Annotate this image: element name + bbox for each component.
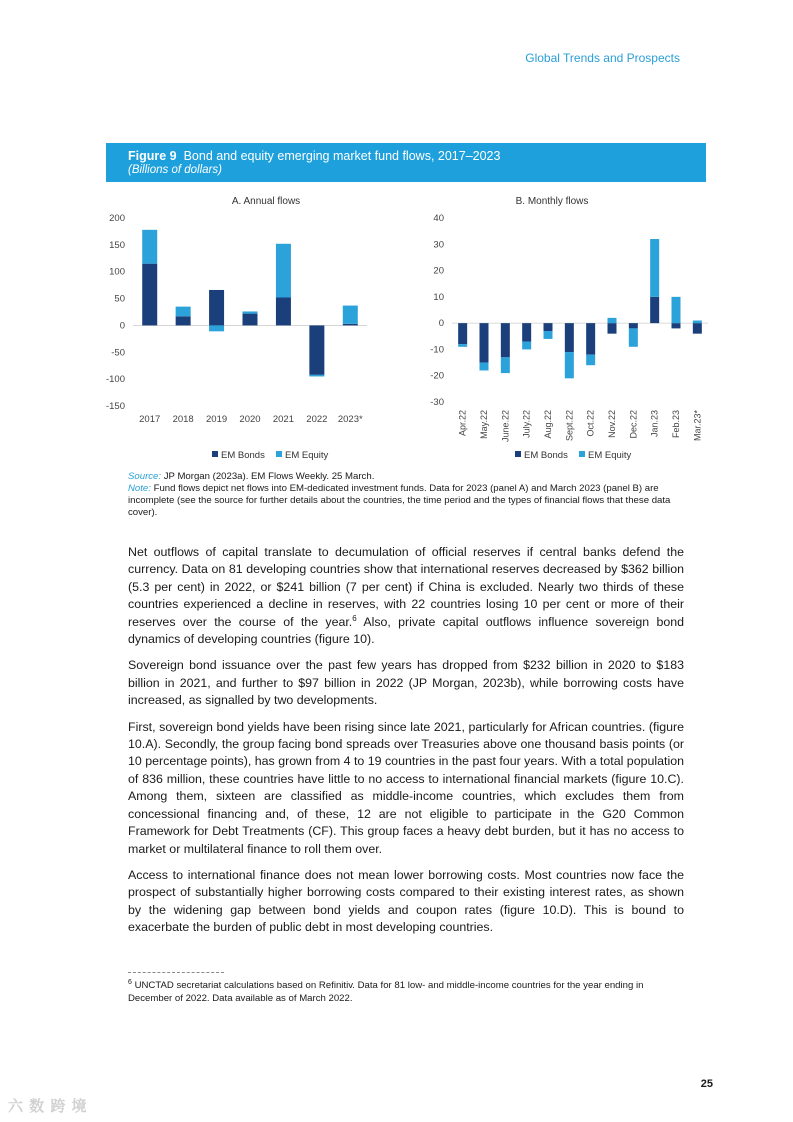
- panel-b-legend-swatch-bonds: [515, 451, 521, 457]
- figure-title-banner: [106, 143, 706, 182]
- paragraph-1-cont: Also, private capital outflows influence sovereign bond dynamics of developing countries (figure 10).: [128, 614, 685, 647]
- panel-b-legend-label: EM Bonds: [524, 450, 568, 461]
- panel-a-xtick-label: 2020: [239, 414, 261, 425]
- panel-b-bar-equity: [480, 363, 489, 371]
- panel-a-legend-swatch-bonds: [212, 451, 218, 457]
- fund-flows-chart: [100, 188, 703, 468]
- panel-b-xtick-label: Dec.22: [628, 410, 639, 439]
- panel-a-bar-bonds: [142, 264, 157, 326]
- panel-a-xtick-label: 2017: [139, 414, 161, 425]
- panel-b-bar-equity: [629, 328, 638, 346]
- panel-a-bar-bonds: [209, 290, 224, 325]
- panel-b-bar-equity: [565, 352, 574, 378]
- panel-b-xtick-label: Sept.22: [564, 410, 575, 442]
- panel-a-bar-equity: [142, 230, 157, 264]
- panel-a-xtick-label: 2021: [272, 414, 294, 425]
- panel-a-ytick-label: 0: [119, 320, 125, 332]
- figure-title: Bond and equity emerging market fund flows, 2017–2023: [183, 149, 501, 163]
- paragraph-1-text: Net outflows of capital translate to decumulation of official reserves if central banks defend the currency. Data on 81 developing countries show that international reserves decreased by $362 billion (5.3 per cent) in 2022, or $241 billion (7 per cent) if China is excluded. Nearly two thirds of these countries experienced a decline in reserves, with 22 countries losing 10 per cent or more of their reserves over the course of the year.: [128, 545, 684, 629]
- panel-b-bar-bonds: [458, 323, 467, 344]
- panel-b-bar-equity: [693, 321, 702, 324]
- panel-a-xtick-label: 2018: [172, 414, 194, 425]
- paragraph-3: First, sovereign bond yields have been rising since late 2021, particularly for African countries. (figure 10.A). Secondly, the group facing bond spreads over Treasuries above one thousand basis points (or 10 percentage points), has grown from 4 to 19 countries in the past four years. With a total population of 836 million, these countries have little to no access to international financial markets (figure 10.C). Among them, sixteen are classified as middle-income countries, which excludes them from concessional financing and, of these, 12 are not eligible to participate in the G20 Common Framework for Debt Treatments (CF). This group faces a heavy debt burden, but it has no access to market or multilateral finance to roll them over.: [128, 719, 684, 856]
- panel-a-legend-label: EM Bonds: [221, 450, 265, 461]
- panel-b-ytick-label: -30: [430, 397, 444, 408]
- panel-b-xtick-label: May.22: [479, 410, 489, 439]
- panel-a-bar-equity: [343, 306, 358, 324]
- panel-b-ytick-label: -10: [430, 344, 444, 356]
- panel-b-bar-equity: [501, 357, 510, 373]
- panel-b-bar-equity: [586, 355, 595, 366]
- panel-b-ytick-label: 0: [438, 318, 444, 330]
- panel-a-bar-equity: [243, 311, 258, 313]
- panel-b-monthly-flows: [430, 196, 708, 461]
- panel-b-bar-bonds: [522, 323, 531, 341]
- panel-a-bar-equity: [176, 307, 191, 317]
- panel-a-ytick-label: -100: [105, 374, 125, 386]
- paragraph-4: Access to international finance does not mean lower borrowing costs. Most countries now face the prospect of substantially higher borrowing costs compared to their existing interest rates, as shown by the widening gap between bond yields and coupon rates (figure 10.D). This is bound to exacerbate the burden of public debt in most developing countries.: [128, 867, 684, 935]
- panel-b-bar-equity: [544, 331, 553, 339]
- figure-notes: [128, 471, 688, 519]
- panel-a-bar-bonds: [343, 324, 358, 326]
- panel-a-title: A. Annual flows: [231, 196, 301, 207]
- panel-b-ytick-label: 20: [433, 265, 444, 277]
- paragraph-2: Sovereign bond issuance over the past few years has dropped from $232 billion in 2020 to $183 billion in 2021, and further to $97 billion in 2022 (JP Morgan, 2023b), while borrowing costs have increased, as signalled by two developments.: [128, 658, 684, 708]
- panel-b-legend-label: EM Equity: [588, 450, 632, 461]
- panel-a-legend-swatch-equity: [276, 451, 282, 457]
- panel-a-ytick-label: -150: [105, 401, 125, 412]
- panel-b-xtick-label: Apr.22: [457, 410, 468, 437]
- footnote-text: UNCTAD secretariat calculations based on Refinitiv. Data for 81 low- and middle-income countries for the year ending in December of 2022. Data available as of March 2022.: [128, 980, 644, 1005]
- panel-b-ytick-label: -20: [430, 370, 444, 382]
- footnote-ref[interactable]: 6: [352, 613, 357, 623]
- panel-a-xtick-label: 2023*: [337, 414, 363, 425]
- panel-a-bar-bonds: [276, 297, 291, 325]
- panel-a-ytick-label: 100: [109, 266, 125, 278]
- panel-b-bar-bonds: [586, 323, 595, 355]
- panel-a-bar-bonds: [243, 314, 258, 326]
- panel-b-xtick-label: July.22: [521, 410, 532, 438]
- panel-a-ytick-label: 50: [114, 293, 125, 305]
- panel-b-xtick-label: Feb.23: [671, 410, 681, 439]
- footnote-divider: [128, 972, 224, 973]
- panel-b-xtick-label: Jan.23: [649, 410, 660, 438]
- footnote-marker: 6: [128, 979, 132, 986]
- paragraph-1: [128, 544, 684, 648]
- note-label: Note:: [128, 483, 151, 494]
- figure-label: Figure 9: [128, 149, 177, 163]
- panel-b-legend-swatch-equity: [579, 451, 585, 457]
- panel-b-bar-equity: [608, 318, 617, 323]
- panel-b-bar-bonds: [544, 323, 553, 331]
- panel-a-bar-bonds: [176, 316, 191, 325]
- panel-a-ytick-label: -50: [111, 347, 125, 359]
- page-number: 25: [700, 1078, 713, 1090]
- panel-b-xtick-label: Oct.22: [585, 409, 596, 437]
- footnote: [128, 976, 684, 1005]
- panel-b-xtick-label: Aug.22: [543, 410, 553, 439]
- panel-a-xtick-label: 2019: [206, 414, 228, 425]
- panel-b-bar-equity: [458, 344, 467, 347]
- panel-a-bar-equity: [209, 325, 224, 331]
- panel-a-bar-equity: [276, 244, 291, 298]
- panel-b-ytick-label: 30: [433, 239, 444, 251]
- panel-b-bar-equity: [650, 239, 659, 297]
- panel-a-bar-equity: [309, 375, 324, 377]
- panel-a-bar-bonds: [309, 325, 324, 374]
- figure-units: (Billions of dollars): [128, 164, 222, 176]
- panel-b-bar-bonds: [480, 323, 489, 362]
- panel-b-bar-bonds: [672, 323, 681, 328]
- panel-b-bar-bonds: [608, 323, 617, 334]
- panel-b-bar-bonds: [565, 323, 574, 352]
- panel-b-bar-bonds: [629, 323, 638, 328]
- panel-b-ytick-label: 10: [433, 291, 444, 303]
- panel-b-xtick-label: Nov.22: [607, 410, 617, 438]
- panel-b-xtick-label: Mar.23*: [692, 410, 703, 442]
- panel-b-bar-equity: [522, 342, 531, 350]
- panel-b-title: B. Monthly flows: [515, 196, 589, 207]
- running-title: Global Trends and Prospects: [525, 51, 680, 65]
- panel-b-ytick-label: 40: [433, 213, 444, 224]
- panel-a-xtick-label: 2022: [306, 414, 328, 425]
- panel-b-bar-bonds: [650, 297, 659, 323]
- watermark: 六 数 跨 境: [8, 1098, 88, 1115]
- panel-b-bar-bonds: [501, 323, 510, 357]
- panel-a-annual-flows: [106, 196, 367, 461]
- source-text: JP Morgan (2023a). EM Flows Weekly. 25 March.: [163, 471, 375, 482]
- source-label: Source:: [128, 471, 162, 482]
- panel-a-legend-label: EM Equity: [285, 450, 329, 461]
- note-text: Fund flows depict net flows into EM-dedicated investment funds. Data for 2023 (panel A) and March 2023 (panel B) are incomplete (see the source for further details about the countries, the time period and the types of financial flows that these data cover).: [128, 483, 671, 518]
- panel-a-ytick-label: 150: [109, 239, 125, 251]
- body-text: [128, 544, 684, 946]
- panel-b-bar-bonds: [693, 323, 702, 334]
- panel-a-ytick-label: 200: [109, 213, 125, 224]
- panel-b-bar-equity: [672, 297, 681, 323]
- panel-b-xtick-label: June.22: [500, 410, 511, 443]
